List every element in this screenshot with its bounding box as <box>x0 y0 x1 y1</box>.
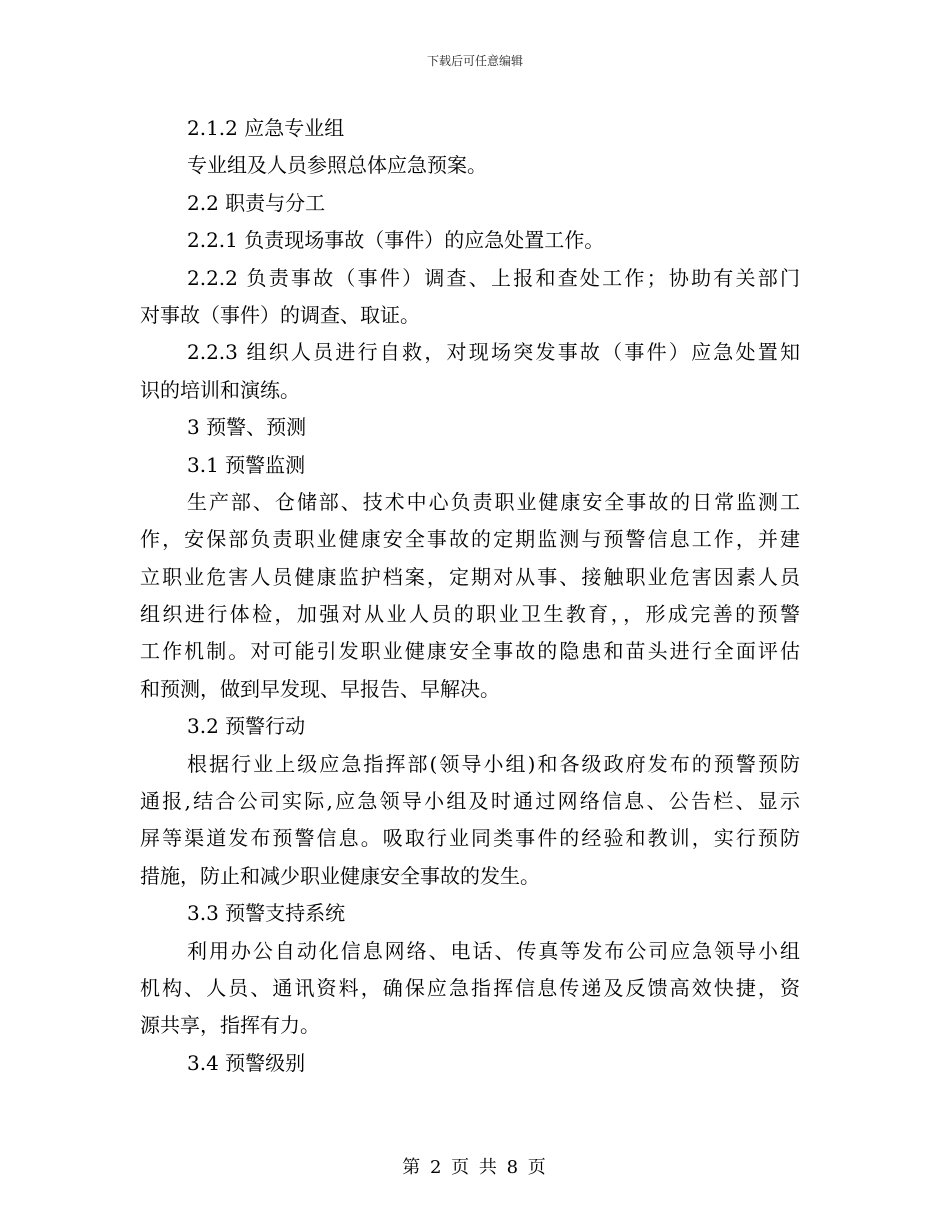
paragraph-line: 生产部、仓储部、技术中心负责职业健康安全事故的日常监测工 <box>187 489 800 514</box>
paragraph-line: 3.3 预警支持系统 <box>187 901 346 926</box>
paragraph-line: 3.1 预警监测 <box>187 452 306 477</box>
paragraph-line: 立职业危害人员健康监护档案，定期对从事、接触职业危害因素人员 <box>140 564 800 589</box>
paragraph-line: 专业组及人员参照总体应急预案。 <box>187 153 487 178</box>
page-header-note: 下载后可任意编辑 <box>426 54 523 68</box>
page-footer: 第 2 页 共 8 页 <box>402 1157 548 1178</box>
paragraph-line: 2.2.2 负责事故（事件）调查、上报和查处工作；协助有关部门 <box>187 265 800 290</box>
paragraph-line: 2.2 职责与分工 <box>187 190 326 215</box>
paragraph-line: 工作机制。对可能引发职业健康安全事故的隐患和苗头进行全面评估 <box>140 639 800 664</box>
paragraph-line: 组织进行体检，加强对从业人员的职业卫生教育，，形成完善的预警 <box>140 602 800 627</box>
paragraph-line: 和预测，做到早发现、早报告、早解决。 <box>140 676 500 701</box>
paragraph-line: 3.2 预警行动 <box>187 714 306 739</box>
paragraph-line: 对事故（事件）的调查、取证。 <box>140 302 420 327</box>
paragraph-line: 根据行业上级应急指挥部(领导小组)和各级政府发布的预警预防 <box>187 751 800 776</box>
paragraph-line: 2.2.1 负责现场事故（事件）的应急处置工作。 <box>187 228 605 253</box>
document-body <box>140 110 800 1082</box>
paragraph-line: 利用办公自动化信息网络、电话、传真等发布公司应急领导小组 <box>187 938 800 963</box>
paragraph-line: 2.2.3 组织人员进行自救，对现场突发事故（事件）应急处置知 <box>187 340 800 365</box>
paragraph-line: 屏等渠道发布预警信息。吸取行业同类事件的经验和教训，实行预防 <box>140 826 800 851</box>
paragraph-line: 通报,结合公司实际,应急领导小组及时通过网络信息、公告栏、显示 <box>140 789 800 814</box>
paragraph-line: 源共享，指挥有力。 <box>140 1013 320 1038</box>
paragraph-line: 措施，防止和减少职业健康安全事故的发生。 <box>140 863 540 888</box>
paragraph-line: 3.4 预警级别 <box>187 1050 306 1075</box>
paragraph-line: 识的培训和演练。 <box>140 377 300 402</box>
paragraph-line: 2.1.2 应急专业组 <box>187 116 345 140</box>
paragraph-line: 3 预警、预测 <box>187 415 307 440</box>
paragraph-line: 作，安保部负责职业健康安全事故的定期监测与预警信息工作，并建 <box>140 527 800 552</box>
paragraph-line: 机构、人员、通讯资料，确保应急指挥信息传递及反馈高效快捷，资 <box>140 975 800 1000</box>
